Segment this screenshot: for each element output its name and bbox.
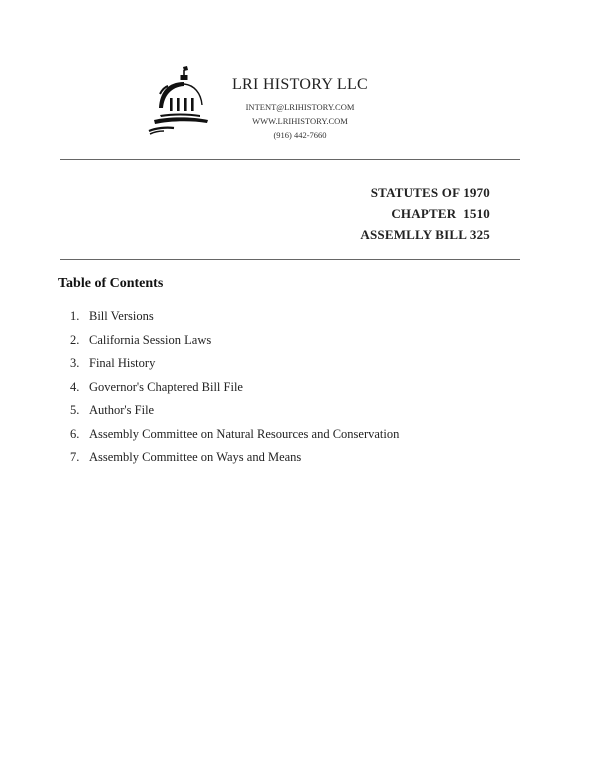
toc-item-label: Assembly Committee on Natural Resources and Conservation xyxy=(89,426,400,441)
toc-item xyxy=(70,378,399,402)
toc-list xyxy=(70,307,399,472)
toc-item xyxy=(70,448,399,472)
company-email: INTENT@LRIHISTORY.COM xyxy=(245,102,355,112)
toc-item xyxy=(70,331,399,355)
toc-item xyxy=(70,307,399,331)
toc-heading: Table of Contents xyxy=(58,276,164,291)
toc-item xyxy=(70,425,399,449)
company-name: LRI HISTORY LLC xyxy=(231,76,369,93)
toc-item-label: Final History xyxy=(89,356,156,370)
toc-item xyxy=(70,401,399,425)
toc-item-number: 2. xyxy=(70,332,80,347)
toc-item xyxy=(70,354,399,378)
statute-year: STATUTES OF 1970 xyxy=(370,185,490,200)
company-website: WWW.LRIHISTORY.COM xyxy=(252,116,348,126)
statute-block xyxy=(360,182,490,245)
toc-item-label: Governor's Chaptered Bill File xyxy=(89,379,243,394)
toc-item-label: Assembly Committee on Ways and Means xyxy=(89,450,302,464)
toc-item-number: 4. xyxy=(70,379,80,394)
capitol-dome-icon xyxy=(146,64,212,140)
toc-item-number: 1. xyxy=(70,309,80,323)
statute-chapter: CHAPTER 1510 xyxy=(391,206,490,221)
toc-item-number: 7. xyxy=(70,450,80,464)
header-divider xyxy=(60,159,520,160)
toc-item-label: Bill Versions xyxy=(89,309,154,323)
company-phone: (916) 442-7660 xyxy=(273,130,327,140)
company-header xyxy=(212,76,388,142)
toc-item-label: Author's File xyxy=(89,403,155,417)
toc-item-number: 5. xyxy=(70,403,80,417)
statute-divider xyxy=(60,259,520,260)
toc-item-number: 6. xyxy=(70,426,80,441)
toc-item-label: California Session Laws xyxy=(89,332,212,347)
statute-bill: ASSEMLLY BILL 325 xyxy=(360,227,490,242)
toc-item-number: 3. xyxy=(70,356,80,370)
